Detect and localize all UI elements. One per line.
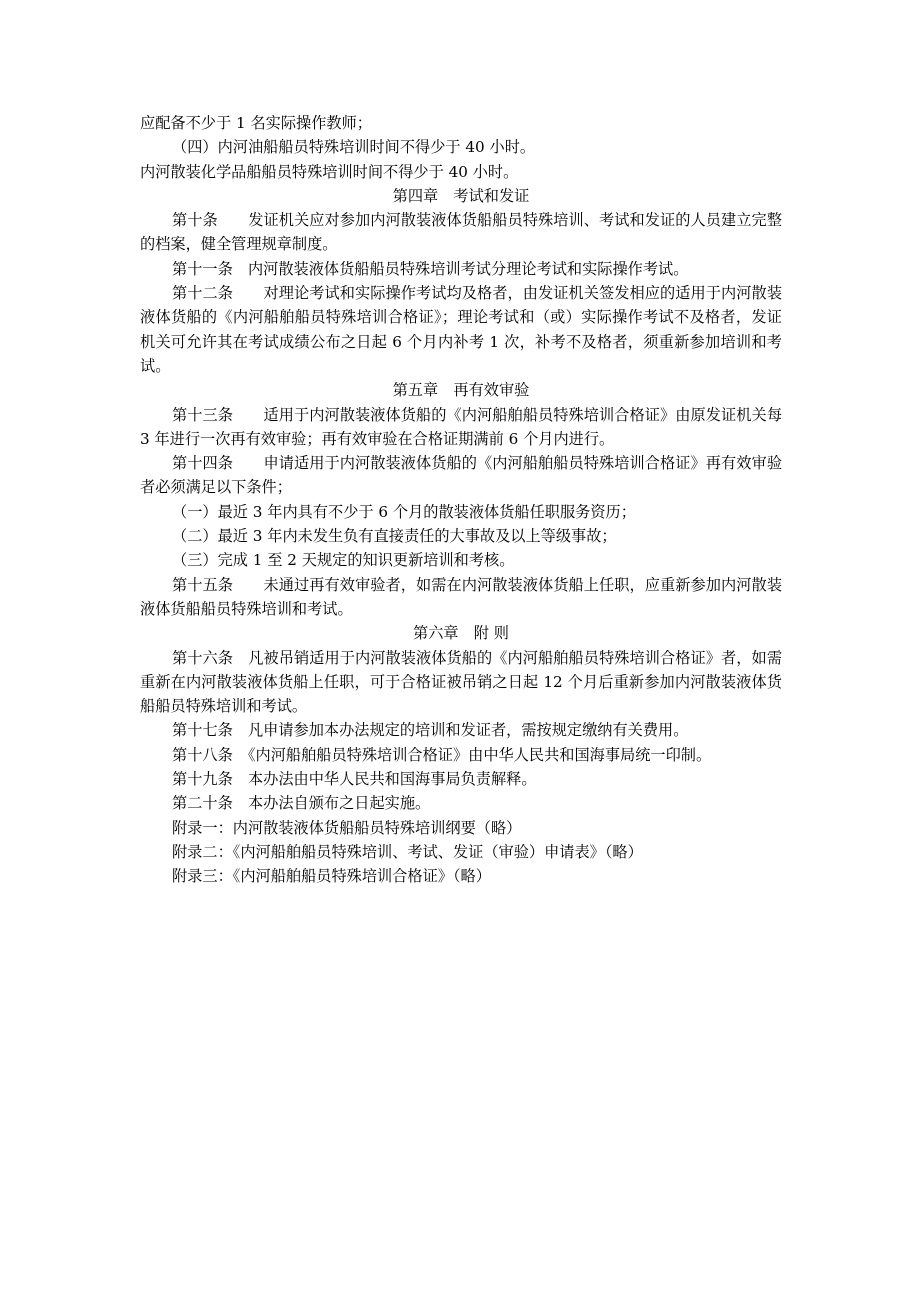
paragraph-chemical-tanker-hours: 内河散装化学品船船员特殊培训时间不得少于 40 小时。 <box>140 162 519 181</box>
appendix-2: 附录二：《内河船舶船员特殊培训、考试、发证（审验）申请表》（略） <box>172 842 643 861</box>
article-16: 第十六条 凡被吊销适用于内河散装液体货船的《内河船舶船员特殊培训合格证》者，如需重新在内河散装液体货船上任职，可于合格证被吊销之日起 12 个月后重新参加内河散装液体货船船员特殊培训和考试。 <box>140 648 782 716</box>
document-body <box>140 111 782 889</box>
article-17: 第十七条 凡申请参加本办法规定的培训和发证者，需按规定缴纳有关费用。 <box>172 721 689 740</box>
chapter-heading-4: 第四章 考试和发证 <box>392 186 530 205</box>
article-20: 第二十条 本办法自颁布之日起实施。 <box>172 794 431 813</box>
article-13: 第十三条 适用于内河散装液体货船的《内河船舶船员特殊培训合格证》由原发证机关每 3 年进行一次再有效审验；再有效审验在合格证期满前 6 个月内进行。 <box>140 405 782 448</box>
article-14-item-2: （二）最近 3 年内未发生负有直接责任的大事故及以上等级事故； <box>172 527 617 546</box>
chapter-heading-5: 第五章 再有效审验 <box>392 381 530 400</box>
chapter-heading-6: 第六章 附 则 <box>413 624 509 643</box>
article-10: 第十条 发证机关应对参加内河散装液体货船船员特殊培训、考试和发证的人员建立完整的档案，健全管理规章制度。 <box>140 211 782 254</box>
appendix-1: 附录一：内河散装液体货船船员特殊培训纲要（略） <box>172 818 522 837</box>
paragraph-oil-tanker-hours: （四）内河油船船员特殊培训时间不得少于 40 小时。 <box>172 138 536 157</box>
article-14-item-3: （三）完成 1 至 2 天规定的知识更新培训和考核。 <box>172 551 515 570</box>
article-14-item-1: （一）最近 3 年内具有不少于 6 个月的散装液体货船任职服务资历； <box>172 502 636 521</box>
article-15: 第十五条 未通过再有效审验者，如需在内河散装液体货船上任职，应重新参加内河散装液体货船船员特殊培训和考试。 <box>140 575 782 618</box>
article-19: 第十九条 本办法由中华人民共和国海事局负责解释。 <box>172 770 537 789</box>
article-11: 第十一条 内河散装液体货船船员特殊培训考试分理论考试和实际操作考试。 <box>172 259 689 278</box>
appendix-3: 附录三：《内河船舶船员特殊培训合格证》（略） <box>172 867 491 886</box>
article-18: 第十八条 《内河船舶船员特殊培训合格证》由中华人民共和国海事局统一印制。 <box>172 745 712 764</box>
article-14: 第十四条 申请适用于内河散装液体货船的《内河船舶船员特殊培训合格证》再有效审验者必须满足以下条件； <box>140 454 782 497</box>
article-12: 第十二条 对理论考试和实际操作考试均及格者，由发证机关签发相应的适用于内河散装液体货船的《内河船舶船员特殊培训合格证》；理论考试和（或）实际操作考试不及格者，发证机关可允许其在考试成绩公布之日起 6 个月内补考 1 次，补考不及格者，须重新参加培训和考试。 <box>140 284 782 375</box>
paragraph-staffing-continuation: 应配备不少于 1 名实际操作教师； <box>140 114 372 132</box>
